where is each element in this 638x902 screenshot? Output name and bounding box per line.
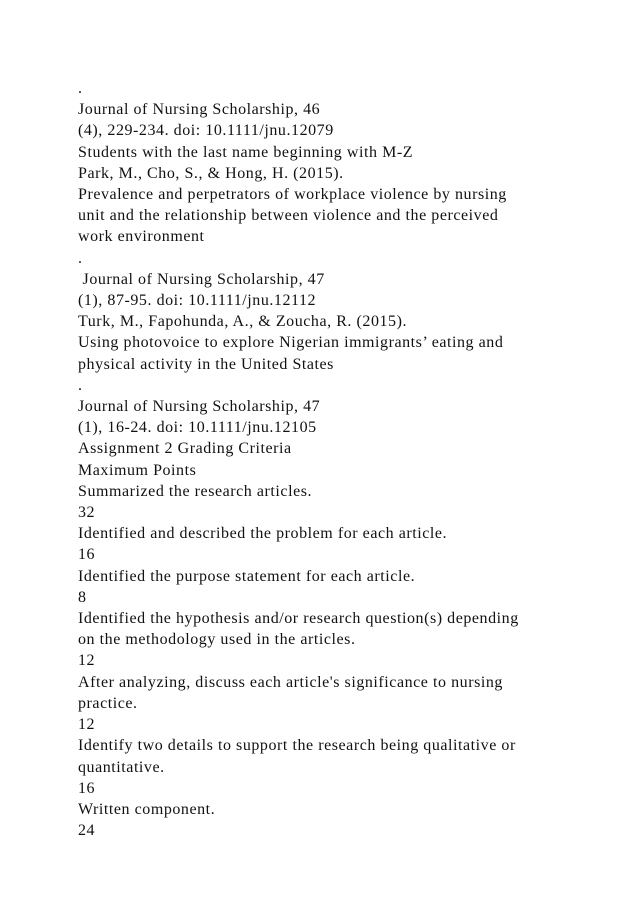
citation-title-line: work environment bbox=[78, 228, 205, 246]
criterion-points: 12 bbox=[78, 652, 96, 670]
citation-doi-line: (1), 87-95. doi: 10.1111/jnu.12112 bbox=[78, 292, 317, 310]
citation-title-line: unit and the relationship between violence and the perceived bbox=[78, 207, 499, 225]
text-line: . bbox=[78, 80, 83, 97]
citation-doi-line: (4), 229-234. doi: 10.1111/jnu.12079 bbox=[78, 122, 334, 140]
citation-journal-line: Journal of Nursing Scholarship, 47 bbox=[78, 270, 325, 288]
document-text-block bbox=[78, 78, 618, 841]
criterion-text: Identified the purpose statement for each article. bbox=[78, 567, 416, 585]
criterion-points: 12 bbox=[78, 716, 96, 734]
grading-heading: Assignment 2 Grading Criteria bbox=[78, 440, 292, 458]
citation-title-line: Using photovoice to explore Nigerian immigrants’ eating and bbox=[78, 334, 504, 352]
criterion-text: on the methodology used in the articles. bbox=[78, 631, 356, 649]
citation-title-line: physical activity in the United States bbox=[78, 355, 334, 373]
citation-title-line: Prevalence and perpetrators of workplace violence by nursing bbox=[78, 186, 507, 204]
criterion-text: Identify two details to support the research being qualitative or bbox=[78, 737, 516, 755]
criterion-text: practice. bbox=[78, 694, 138, 712]
criterion-text: Summarized the research articles. bbox=[78, 482, 313, 500]
criterion-text: Written component. bbox=[78, 800, 216, 818]
criterion-points: 16 bbox=[78, 779, 96, 797]
criterion-text: Identified the hypothesis and/or research question(s) depending bbox=[78, 610, 519, 628]
criterion-points: 8 bbox=[78, 588, 87, 606]
grading-column-header: Maximum Points bbox=[78, 461, 197, 479]
criterion-text: Identified and described the problem for each article. bbox=[78, 525, 448, 543]
citation-doi-line: (1), 16-24. doi: 10.1111/jnu.12105 bbox=[78, 419, 317, 437]
criterion-text: quantitative. bbox=[78, 758, 165, 776]
citation-journal-line: Journal of Nursing Scholarship, 46 bbox=[78, 101, 321, 119]
criterion-points: 32 bbox=[78, 504, 96, 522]
citation-journal-line: Journal of Nursing Scholarship, 47 bbox=[78, 398, 321, 416]
citation-authors-line: Park, M., Cho, S., & Hong, H. (2015). bbox=[78, 164, 344, 182]
text-line: . bbox=[78, 249, 83, 267]
criterion-points: 24 bbox=[78, 822, 96, 840]
citation-authors-line: Turk, M., Fapohunda, A., & Zoucha, R. (2015). bbox=[78, 313, 408, 331]
text-line: . bbox=[78, 376, 83, 394]
section-note: Students with the last name beginning with M-Z bbox=[78, 143, 414, 161]
criterion-text: After analyzing, discuss each article's significance to nursing bbox=[78, 673, 503, 691]
criterion-points: 16 bbox=[78, 546, 96, 564]
